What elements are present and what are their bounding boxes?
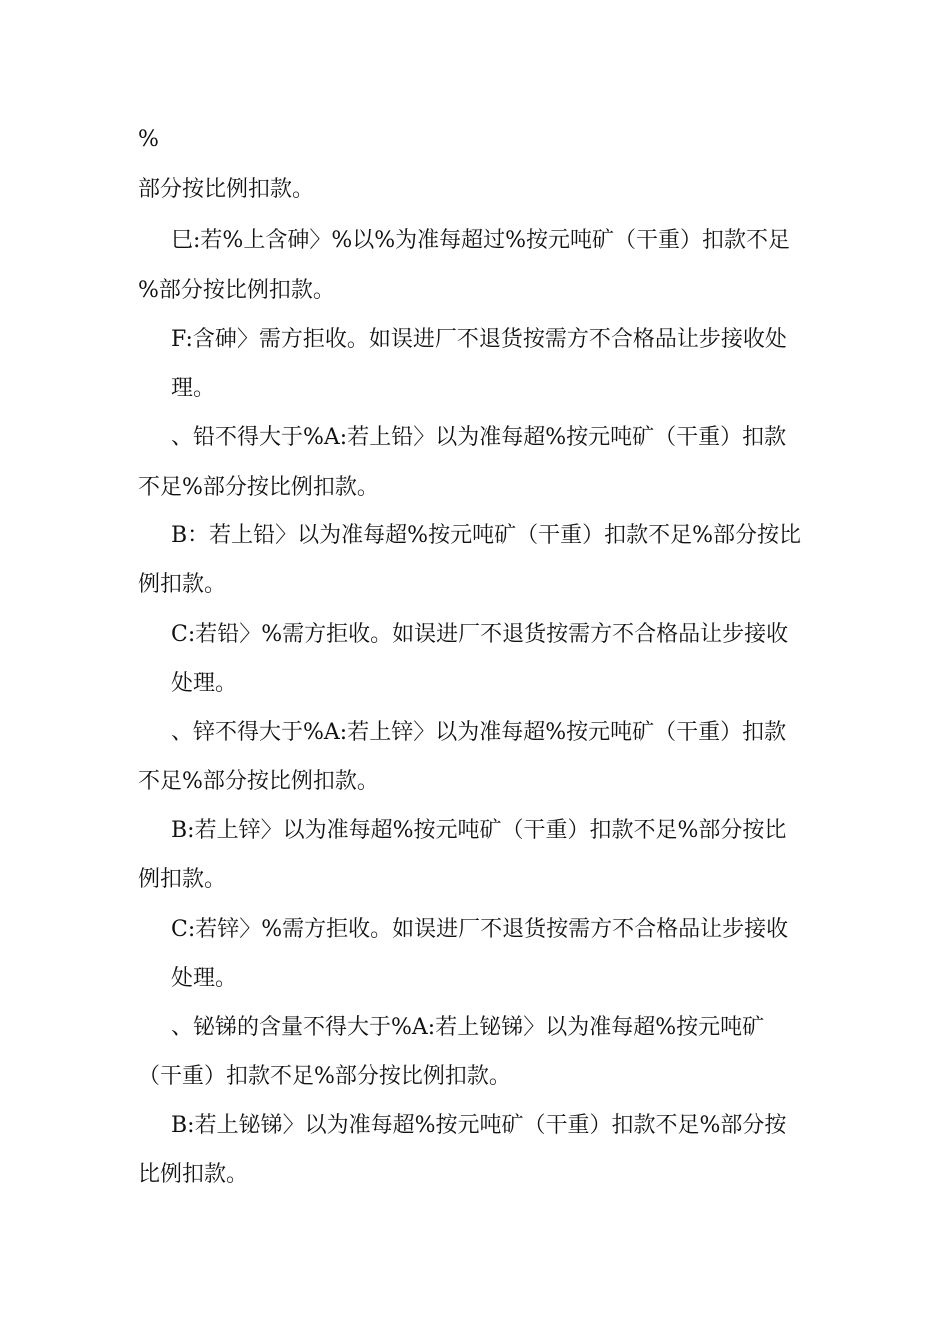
text-line: 处理。 [171,671,238,696]
text-line: %部分按比例扣款。 [138,278,335,303]
text-line: 、铋锑的含量不得大于%A:若上铋锑〉以为准每超%按元吨矿 [171,1015,765,1040]
text-line: 、锌不得大于%A:若上锌〉以为准每超%按元吨矿（干重）扣款 [171,720,787,745]
text-line: C:若锌〉%需方拒收。如误进厂不退货按需方不合格品让步接收 [171,917,789,942]
text-line: C:若铅〉%需方拒收。如误进厂不退货按需方不合格品让步接收 [171,622,789,647]
text-line: B:若上锌〉以为准每超%按元吨矿（干重）扣款不足%部分按比 [171,818,787,843]
text-line: 例扣款。 [138,867,227,892]
text-line: （干重）扣款不足%部分按比例扣款。 [138,1064,511,1089]
text-line: 巳:若%上含砷〉%以%为准每超过%按元吨矿（干重）扣款不足 [171,228,791,253]
text-line: 例扣款。 [138,572,227,597]
text-line: F:含砷〉需方拒收。如误进厂不退货按需方不合格品让步接收处 [171,327,787,352]
text-line: B:若上铋锑〉以为准每超%按元吨矿（干重）扣款不足%部分按 [171,1113,787,1138]
text-line-percent: % [138,127,159,152]
text-line: 处理。 [171,966,238,991]
text-line: 部分按比例扣款。 [138,177,315,202]
text-line: 、铅不得大于%A:若上铅〉以为准每超%按元吨矿（干重）扣款 [171,425,787,450]
text-line: 理。 [171,376,216,401]
text-line: 比例扣款。 [138,1162,249,1187]
text-line: 不足%部分按比例扣款。 [138,769,379,794]
text-line: B：若上铅〉以为准每超%按元吨矿（干重）扣款不足%部分按比 [171,523,801,548]
text-line: 不足%部分按比例扣款。 [138,475,379,500]
